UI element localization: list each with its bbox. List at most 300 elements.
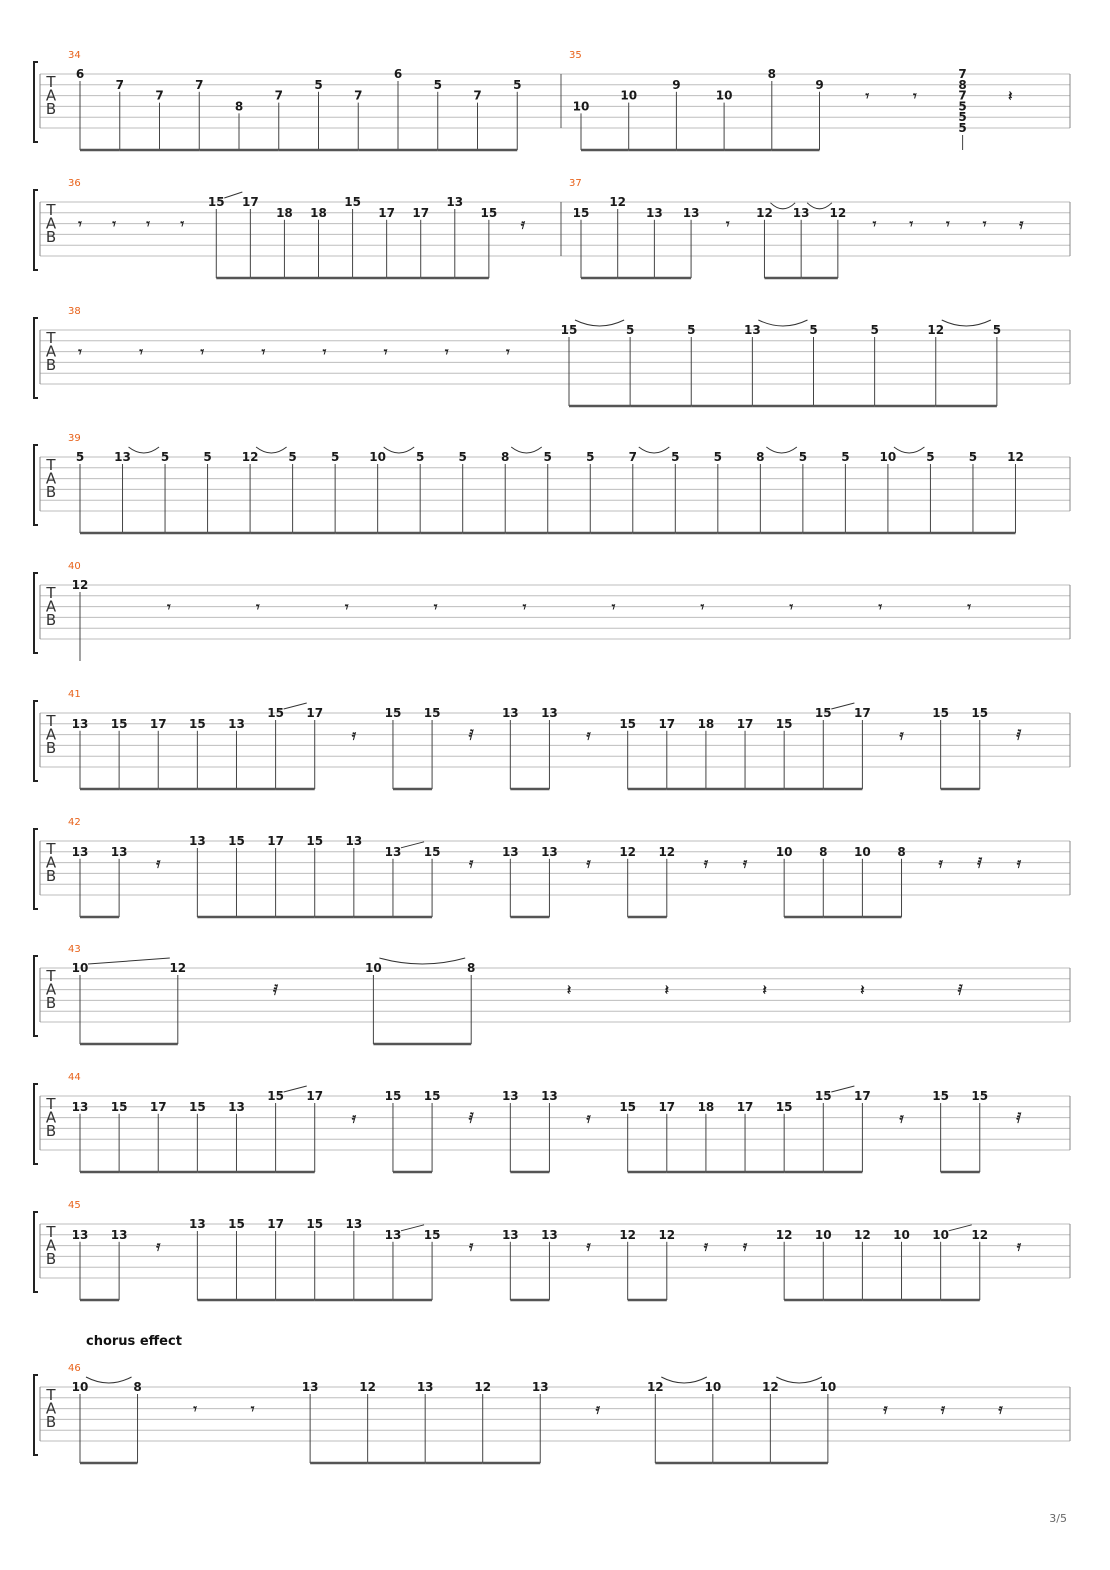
rest-symbol: 𝄾 (78, 344, 82, 361)
fret-number: 15 (560, 323, 578, 337)
fret-number: 7 (195, 77, 204, 92)
tab-clef-letter: A (45, 469, 57, 488)
rest-symbol: 𝄾 (200, 344, 205, 361)
tab-clef-letter: B (45, 611, 57, 629)
fret-number: 10 (369, 450, 387, 464)
fret-number: 12 (756, 205, 773, 220)
fret-number: 17 (854, 1089, 871, 1103)
fret-number: 12 (971, 1227, 989, 1242)
rest-symbol: 𝄽 (860, 982, 865, 999)
fret-number: 10 (819, 1380, 837, 1394)
rest-symbol: 𝄿 (938, 855, 943, 872)
rest-symbol: 𝄿 (899, 1110, 904, 1127)
fret-number: 15 (423, 1227, 441, 1242)
fret-number: 13 (744, 323, 761, 337)
fret-number: 15 (344, 195, 361, 209)
fret-number: 5 (458, 450, 467, 464)
fret-number: 13 (114, 450, 131, 464)
fret-number: 12 (359, 1380, 376, 1394)
tab-system (34, 1072, 1070, 1172)
rest-symbol: 𝄿 (586, 1110, 591, 1127)
fret-number: 8 (234, 99, 244, 114)
page-number: 3/5 (1049, 1512, 1067, 1525)
rest-symbol: 𝄾 (146, 216, 151, 233)
fret-number: 13 (345, 834, 363, 848)
fret-number: 8 (756, 450, 765, 464)
fret-number: 5 (288, 450, 297, 464)
fret-number: 5 (671, 450, 680, 464)
tab-clef-letter: A (45, 597, 57, 616)
measure (68, 817, 1022, 917)
fret-number: 17 (149, 1099, 167, 1114)
tie-arc (575, 320, 624, 326)
rest-symbol: 𝅀 (977, 855, 983, 872)
measure (561, 178, 1024, 278)
measure-number: 40 (68, 561, 81, 572)
fret-number: 15 (619, 1099, 637, 1114)
tab-clef-letter: T (46, 73, 56, 91)
fret-number: 15 (932, 1089, 949, 1103)
tab-system (34, 944, 1070, 1044)
measure-number: 44 (68, 1072, 81, 1083)
fret-number: 13 (71, 844, 89, 859)
fret-number: 13 (646, 205, 663, 220)
fret-number: 13 (110, 1227, 128, 1242)
fret-number: 7 (274, 88, 283, 103)
fret-number: 15 (814, 706, 832, 720)
fret-number: 10 (71, 961, 89, 975)
fret-number: 12 (71, 578, 89, 592)
fret-number: 12 (658, 844, 676, 859)
system-bracket (34, 190, 38, 270)
tie-arc (511, 447, 542, 453)
fret-number: 15 (384, 706, 402, 720)
tab-clef-letter: B (45, 1250, 57, 1268)
fret-number: 13 (189, 834, 206, 848)
fret-number: 15 (423, 706, 441, 720)
fret-number: 15 (932, 706, 949, 720)
fret-number: 12 (658, 1227, 676, 1242)
fret-number: 15 (814, 1089, 832, 1103)
fret-number: 5 (713, 450, 723, 464)
fret-number: 12 (829, 205, 847, 220)
tie-arc (129, 447, 160, 453)
tab-clef-letter: B (45, 356, 57, 374)
fret-number: 5 (625, 323, 635, 337)
tab-clef-letter: B (45, 1413, 57, 1431)
rest-symbol: 𝄾 (522, 599, 527, 616)
rest-symbol: 𝄿 (586, 1238, 591, 1255)
fret-number: 17 (736, 716, 754, 731)
fret-number: 10 (879, 450, 897, 464)
fret-number: 12 (854, 1227, 871, 1242)
rest-symbol: 𝄾 (433, 599, 438, 616)
rest-symbol: 𝄽 (1008, 88, 1013, 105)
fret-number: 5 (586, 450, 595, 464)
rest-symbol: 𝄿 (703, 855, 709, 872)
rest-symbol: 𝄾 (139, 344, 143, 361)
fret-number: 15 (384, 1089, 402, 1103)
rest-symbol: 𝄾 (611, 599, 616, 616)
system-bracket (34, 956, 38, 1036)
slide-line (949, 1225, 972, 1231)
rest-symbol: 𝄾 (344, 599, 349, 616)
tab-system (34, 561, 1070, 661)
fret-number: 15 (110, 716, 128, 731)
tab-system (34, 817, 1070, 917)
fret-number: 7 (473, 88, 482, 103)
fret-number: 15 (207, 195, 225, 209)
tab-clef-letter: T (46, 967, 56, 985)
tie-arc (807, 203, 832, 209)
slide-line (401, 842, 424, 848)
slide-line (284, 703, 307, 709)
tab-clef-letter: T (46, 456, 56, 474)
slide-line (831, 1086, 854, 1092)
system-bracket (34, 1084, 38, 1164)
fret-number: 10 (620, 88, 638, 103)
system-bracket (34, 573, 38, 653)
fret-number: 7 (958, 67, 967, 81)
tab-clef-letter: T (46, 584, 56, 602)
fret-number: 8 (819, 844, 828, 859)
fret-number: 10 (932, 1227, 949, 1242)
rest-symbol: 𝄿 (899, 727, 904, 744)
rest-symbol: 𝄾 (872, 216, 877, 233)
system-bracket (34, 701, 38, 781)
fret-number: 13 (531, 1380, 549, 1394)
system-bracket (34, 829, 38, 909)
rest-symbol: 𝅀 (957, 982, 963, 999)
fret-number: 15 (110, 1099, 128, 1114)
measure (68, 50, 521, 150)
rest-symbol: 𝅀 (468, 1110, 474, 1127)
system-bracket (34, 1375, 38, 1455)
fret-number: 13 (71, 1099, 89, 1114)
fret-number: 13 (228, 716, 245, 731)
fret-number: 5 (798, 450, 808, 464)
tie-arc (661, 1377, 707, 1383)
rest-symbol: 𝄿 (703, 1238, 709, 1255)
fret-number: 9 (815, 77, 824, 92)
fret-number: 5 (958, 121, 967, 135)
fret-number: 12 (241, 450, 259, 464)
fret-number: 18 (276, 205, 293, 220)
fret-number: 13 (501, 1227, 519, 1242)
fret-number: 17 (854, 706, 871, 720)
rest-symbol: 𝄿 (742, 855, 748, 872)
fret-number: 5 (415, 450, 425, 464)
fret-number: 13 (541, 844, 558, 859)
fret-number: 12 (646, 1380, 664, 1394)
fret-number: 10 (854, 844, 871, 859)
fret-number: 13 (110, 844, 128, 859)
fret-number: 17 (736, 1099, 754, 1114)
fret-number: 13 (501, 1089, 519, 1103)
tab-clef-letter: A (45, 853, 57, 872)
rest-symbol: 𝄿 (998, 1401, 1003, 1418)
rest-symbol: 𝄾 (383, 344, 388, 361)
fret-number: 5 (330, 450, 340, 464)
measure-number: 41 (68, 689, 81, 700)
measure (68, 178, 526, 278)
fret-number: 5 (958, 110, 967, 125)
fret-number: 13 (501, 844, 519, 859)
rest-symbol: 𝄾 (193, 1401, 197, 1418)
tab-clef-letter: T (46, 840, 56, 858)
fret-number: 5 (314, 77, 323, 92)
fret-number: 5 (687, 323, 696, 337)
rest-symbol: 𝄾 (255, 599, 260, 616)
rest-symbol: 𝄾 (322, 344, 327, 361)
rest-symbol: 𝅀 (1016, 1110, 1022, 1127)
tab-clef-letter: B (45, 100, 57, 118)
measure-number: 39 (68, 433, 81, 444)
rest-symbol: 𝄾 (78, 216, 82, 233)
fret-number: 7 (628, 450, 637, 464)
tab-clef-letter: T (46, 1223, 56, 1241)
system-bracket (34, 1212, 38, 1292)
tab-system (34, 178, 1070, 278)
measure-number: 38 (68, 306, 81, 317)
fret-number: 15 (775, 716, 793, 731)
rest-symbol: 𝄾 (180, 216, 185, 233)
fret-number: 5 (543, 450, 552, 464)
tab-clef-letter: A (45, 86, 57, 105)
fret-number: 15 (189, 1099, 206, 1114)
fret-number: 7 (155, 88, 164, 103)
fret-number: 17 (378, 205, 395, 220)
rest-symbol: 𝄾 (167, 599, 171, 616)
fret-number: 15 (306, 834, 324, 848)
fret-number: 10 (71, 1380, 89, 1394)
fret-number: 6 (75, 67, 85, 81)
measure-number: 42 (68, 817, 81, 828)
fret-number: 15 (572, 205, 590, 220)
tie-arc (894, 447, 925, 453)
fret-number: 15 (423, 844, 441, 859)
systems-layer (34, 50, 1070, 1463)
fret-number: 15 (619, 716, 637, 731)
rest-symbol: 𝄿 (351, 727, 356, 744)
fret-number: 10 (704, 1380, 722, 1394)
tie-arc (766, 447, 797, 453)
fret-number: 8 (133, 1380, 142, 1394)
rest-symbol: 𝅀 (1016, 727, 1022, 744)
tab-clef-letter: B (45, 1122, 57, 1140)
fret-number: 10 (893, 1227, 910, 1242)
tab-clef-letter: B (45, 483, 57, 501)
rest-symbol: 𝄾 (261, 344, 266, 361)
rest-symbol: 𝄽 (566, 982, 572, 999)
rest-symbol: 𝄿 (520, 216, 526, 233)
tie-arc (86, 1377, 132, 1383)
rest-symbol: 𝄿 (940, 1401, 946, 1418)
slide-line (88, 958, 170, 964)
rest-symbol: 𝄿 (742, 1238, 748, 1255)
fret-number: 13 (541, 1089, 558, 1103)
fret-number: 12 (474, 1380, 492, 1394)
fret-number: 12 (775, 1227, 793, 1242)
rest-symbol: 𝄾 (913, 88, 917, 105)
fret-number: 15 (189, 716, 206, 731)
fret-number: 12 (609, 195, 627, 209)
fret-number: 13 (416, 1380, 434, 1394)
fret-number: 5 (841, 450, 850, 464)
tab-system (34, 689, 1070, 789)
slide-line (224, 192, 242, 198)
fret-number: 5 (958, 99, 967, 114)
fret-number: 13 (71, 1227, 89, 1242)
fret-number: 13 (345, 1217, 363, 1231)
fret-number: 6 (393, 67, 403, 81)
rest-symbol: 𝄾 (982, 216, 987, 233)
tab-clef-letter: A (45, 980, 57, 999)
rest-symbol: 𝄿 (156, 855, 161, 872)
fret-number: 18 (697, 716, 715, 731)
fret-number: 12 (619, 844, 637, 859)
rest-symbol: 𝄾 (250, 1401, 255, 1418)
measure-number: 35 (569, 50, 582, 61)
fret-number: 7 (958, 88, 967, 103)
tab-clef-letter: A (45, 214, 57, 233)
rest-symbol: 𝄿 (469, 1238, 474, 1255)
rest-symbol: 𝄾 (865, 88, 870, 105)
tab-clef-letter: A (45, 1108, 57, 1127)
fret-number: 13 (541, 1227, 558, 1242)
fret-number: 17 (267, 834, 284, 848)
fret-number: 13 (228, 1099, 245, 1114)
rest-symbol: 𝄾 (700, 599, 705, 616)
rest-symbol: 𝅀 (468, 727, 474, 744)
tie-arc (639, 447, 670, 453)
measure-number: 45 (68, 1200, 81, 1211)
slide-line (284, 1086, 307, 1092)
rest-symbol: 𝄿 (351, 1110, 356, 1127)
fret-number: 12 (762, 1380, 779, 1394)
fret-number: 10 (814, 1227, 832, 1242)
fret-number: 5 (968, 450, 978, 464)
fret-number: 18 (310, 205, 327, 220)
rest-symbol: 𝄿 (586, 727, 591, 744)
tab-system (34, 306, 1070, 406)
fret-number: 17 (412, 205, 430, 220)
fret-number: 17 (306, 706, 324, 720)
rest-symbol: 𝄾 (878, 599, 883, 616)
rest-symbol: 𝄿 (469, 855, 474, 872)
rest-symbol: 𝄾 (946, 216, 950, 233)
fret-number: 13 (792, 205, 810, 220)
fret-number: 8 (897, 844, 906, 859)
measure-number: 34 (68, 50, 81, 61)
fret-number: 12 (619, 1227, 637, 1242)
fret-number: 13 (446, 195, 464, 209)
tab-clef-letter: T (46, 1386, 56, 1404)
fret-number: 13 (384, 1227, 402, 1242)
fret-number: 8 (958, 77, 967, 92)
rest-symbol: 𝄿 (1016, 855, 1022, 872)
fret-number: 17 (242, 195, 259, 209)
fret-number: 15 (228, 834, 245, 848)
fret-number: 15 (306, 1217, 324, 1231)
tab-clef-letter: T (46, 1095, 56, 1113)
tie-arc (776, 1377, 822, 1383)
measure (68, 689, 1022, 789)
fret-number: 15 (228, 1217, 245, 1231)
fret-number: 8 (767, 67, 776, 81)
fret-number: 15 (480, 205, 498, 220)
tie-arc (942, 320, 991, 326)
tab-clef-letter: B (45, 228, 57, 246)
system-bracket (34, 318, 38, 398)
rest-symbol: 𝄾 (909, 216, 914, 233)
fret-number: 13 (384, 844, 402, 859)
measure (68, 306, 1001, 406)
fret-number: 17 (267, 1217, 284, 1231)
fret-number: 7 (354, 88, 363, 103)
fret-number: 5 (203, 450, 212, 464)
tie-arc (256, 447, 287, 453)
rest-symbol: 𝄾 (725, 216, 730, 233)
rest-symbol: 𝄿 (883, 1401, 888, 1418)
fret-number: 5 (870, 323, 879, 337)
rest-symbol: 𝄿 (1019, 216, 1024, 233)
fret-number: 18 (697, 1099, 715, 1114)
rest-symbol: 𝄽 (762, 982, 767, 999)
fret-number: 17 (306, 1089, 324, 1103)
fret-number: 5 (926, 450, 935, 464)
fret-number: 15 (423, 1089, 441, 1103)
fret-number: 15 (775, 1099, 793, 1114)
fret-number: 17 (658, 716, 676, 731)
fret-number: 15 (267, 1089, 284, 1103)
fret-number: 9 (672, 77, 681, 92)
slide-line (401, 1225, 424, 1231)
tab-system (34, 1200, 1070, 1300)
fret-number: 10 (775, 844, 793, 859)
measure-number: 36 (68, 178, 81, 189)
tab-system (34, 50, 1070, 150)
tab-system (34, 433, 1070, 533)
fret-number: 12 (169, 961, 187, 975)
fret-number: 12 (1007, 450, 1024, 464)
fret-number: 13 (501, 706, 519, 720)
rest-symbol: 𝄾 (506, 344, 510, 361)
fret-number: 5 (513, 77, 522, 92)
rest-symbol: 𝄾 (112, 216, 116, 233)
measure (68, 944, 964, 1044)
rest-symbol: 𝄾 (789, 599, 794, 616)
rest-symbol: 𝄾 (967, 599, 971, 616)
slide-line (831, 703, 854, 709)
fret-number: 5 (809, 323, 818, 337)
fret-number: 10 (572, 99, 590, 114)
measure-number: 37 (569, 178, 582, 189)
fret-number: 5 (433, 77, 442, 92)
fret-number: 13 (541, 706, 558, 720)
tab-clef-letter: T (46, 201, 56, 219)
rest-symbol: 𝄿 (156, 1238, 161, 1255)
effect-annotation: chorus effect (86, 1334, 182, 1349)
fret-number: 8 (467, 961, 476, 975)
fret-number: 13 (71, 716, 89, 731)
tab-system (34, 1334, 1070, 1463)
fret-number: 13 (682, 205, 700, 220)
fret-number: 15 (971, 706, 989, 720)
tab-clef-letter: T (46, 329, 56, 347)
tie-arc (770, 203, 795, 209)
fret-number: 7 (115, 77, 124, 92)
